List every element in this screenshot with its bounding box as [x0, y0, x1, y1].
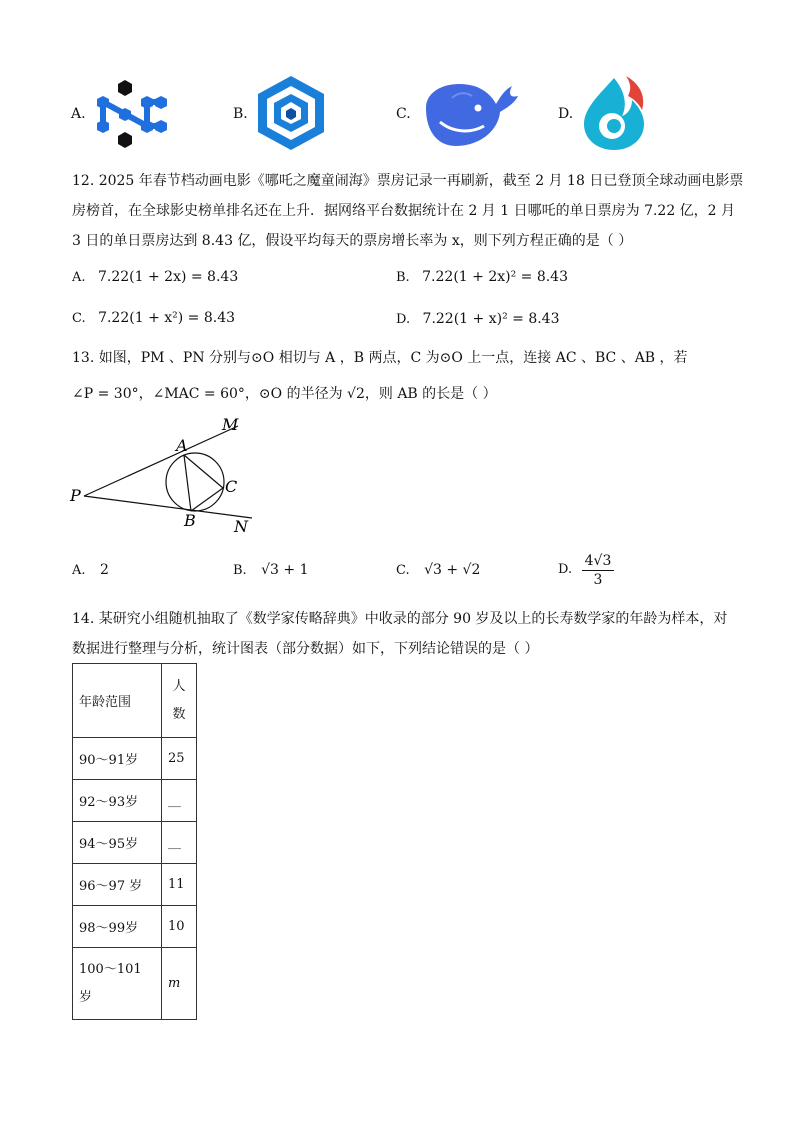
q13-option-c-label: C.: [396, 563, 410, 578]
q13-option-b-label: B.: [233, 563, 247, 578]
age-range-part1: 100～101: [79, 961, 142, 977]
q12-option-a: [72, 269, 238, 285]
count-cell: __: [162, 822, 197, 864]
q13-option-b-text: √3 + 1: [261, 562, 309, 578]
age-range-cell: 94～95岁: [73, 822, 162, 864]
table-row: [73, 738, 197, 780]
q12-option-c: [72, 310, 235, 326]
count-cell: 25: [162, 738, 197, 780]
hex-node-logo-icon: [95, 80, 167, 148]
q14-text-line2: 数据进行整理与分析，统计图表（部分数据）如下，下列结论错误的是（ ）: [72, 641, 539, 657]
q13-geometry-figure: [68, 412, 258, 538]
age-range-cell: 92～93岁: [73, 780, 162, 822]
header-count-char2: 数: [172, 706, 186, 722]
table-header-row: [73, 664, 197, 738]
tangent-line-pn: [84, 496, 252, 518]
option-a-label: A.: [71, 106, 86, 122]
table-row: [73, 864, 197, 906]
segment-ab: [184, 455, 191, 511]
q12-option-b-label: B.: [396, 270, 410, 285]
q13-option-a: [72, 562, 109, 578]
hexagon-cube-logo-icon: [258, 76, 324, 150]
q13-option-a-label: A.: [72, 563, 86, 578]
q13-text-line1: 13. 如图，PM 、PN 分别与⊙O 相切与 A ，B 两点，C 为⊙O 上一点，连接 AC 、BC 、AB ，若: [72, 350, 688, 366]
fraction-denominator: 3: [593, 572, 603, 588]
q13-option-d-label: D.: [558, 562, 573, 577]
age-distribution-table: [72, 663, 197, 1020]
q12-option-a-label: A.: [72, 270, 86, 285]
q12-text-line2: 房榜首，在全球影史榜单排名还在上升．据网络平台数据统计在 2 月 1 日哪吒的单日票房为 7.22 亿，2 月: [72, 203, 736, 219]
label-a: A: [176, 436, 188, 455]
option-c-label: C.: [396, 106, 411, 122]
label-p: P: [70, 486, 81, 505]
q13-option-c-text: √3 + √2: [424, 562, 481, 578]
label-b: B: [184, 511, 196, 530]
label-n: N: [234, 517, 248, 536]
header-count-char1: 人: [172, 678, 186, 694]
q12-option-b-text: 7.22(1 + 2x)² = 8.43: [422, 269, 568, 285]
age-range-cell: 96～97 岁: [73, 864, 162, 906]
q14-text-line1: 14. 某研究小组随机抽取了《数学家传略辞典》中收录的部分 90 岁及以上的长寿数学家的年龄为样本，对: [72, 611, 728, 627]
age-range-cell: 90～91岁: [73, 738, 162, 780]
header-age-range: 年龄范围: [73, 664, 162, 738]
age-range-cell: 98～99岁: [73, 906, 162, 948]
q13-option-c: [396, 562, 480, 578]
fraction-numerator: 4√3: [582, 552, 614, 571]
whale-logo-icon: [422, 78, 520, 148]
q12-text-line3: 3 日的单日票房达到 8.43 亿，假设平均每天的票房增长率为 x，则下列方程正确的是（ ）: [72, 233, 633, 249]
q12-option-b: [396, 269, 568, 285]
q12-option-c-label: C.: [72, 311, 86, 326]
q12-option-d-text: 7.22(1 + x)² = 8.43: [422, 311, 560, 327]
header-count: [162, 664, 197, 738]
age-range-part2: 岁: [79, 989, 93, 1005]
count-cell: 11: [162, 864, 197, 906]
label-m: M: [222, 415, 239, 434]
table-row: [73, 906, 197, 948]
flame-drop-logo-icon: [580, 74, 648, 150]
count-cell: __: [162, 780, 197, 822]
q13-text-line2: ∠P = 30°，∠MAC = 60°，⊙O 的半径为 √2，则 AB 的长是（ ）: [72, 386, 497, 402]
table-row: [73, 948, 197, 1020]
q12-option-c-text: 7.22(1 + x²) = 8.43: [98, 310, 236, 326]
q13-option-d-fraction: [582, 552, 614, 589]
table-row: [73, 780, 197, 822]
age-range-cell: [73, 948, 162, 1020]
table-row: [73, 822, 197, 864]
count-cell: 10: [162, 906, 197, 948]
q12-option-d: [396, 311, 560, 327]
option-b-label: B.: [233, 106, 248, 122]
q12-option-a-text: 7.22(1 + 2x) = 8.43: [97, 269, 239, 285]
q12-text-line1: 12. 2025 年春节档动画电影《哪吒之魔童闹海》票房记录一再刷新，截至 2 月 18 日已登顶全球动画电影票: [72, 173, 744, 189]
q12-option-d-label: D.: [396, 312, 411, 327]
label-c: C: [225, 477, 238, 496]
segment-ac: [184, 455, 223, 488]
q13-option-a-text: 2: [99, 562, 109, 578]
option-d-label: D.: [558, 106, 574, 122]
count-cell: m: [162, 948, 197, 1020]
q13-option-b: [233, 562, 309, 578]
